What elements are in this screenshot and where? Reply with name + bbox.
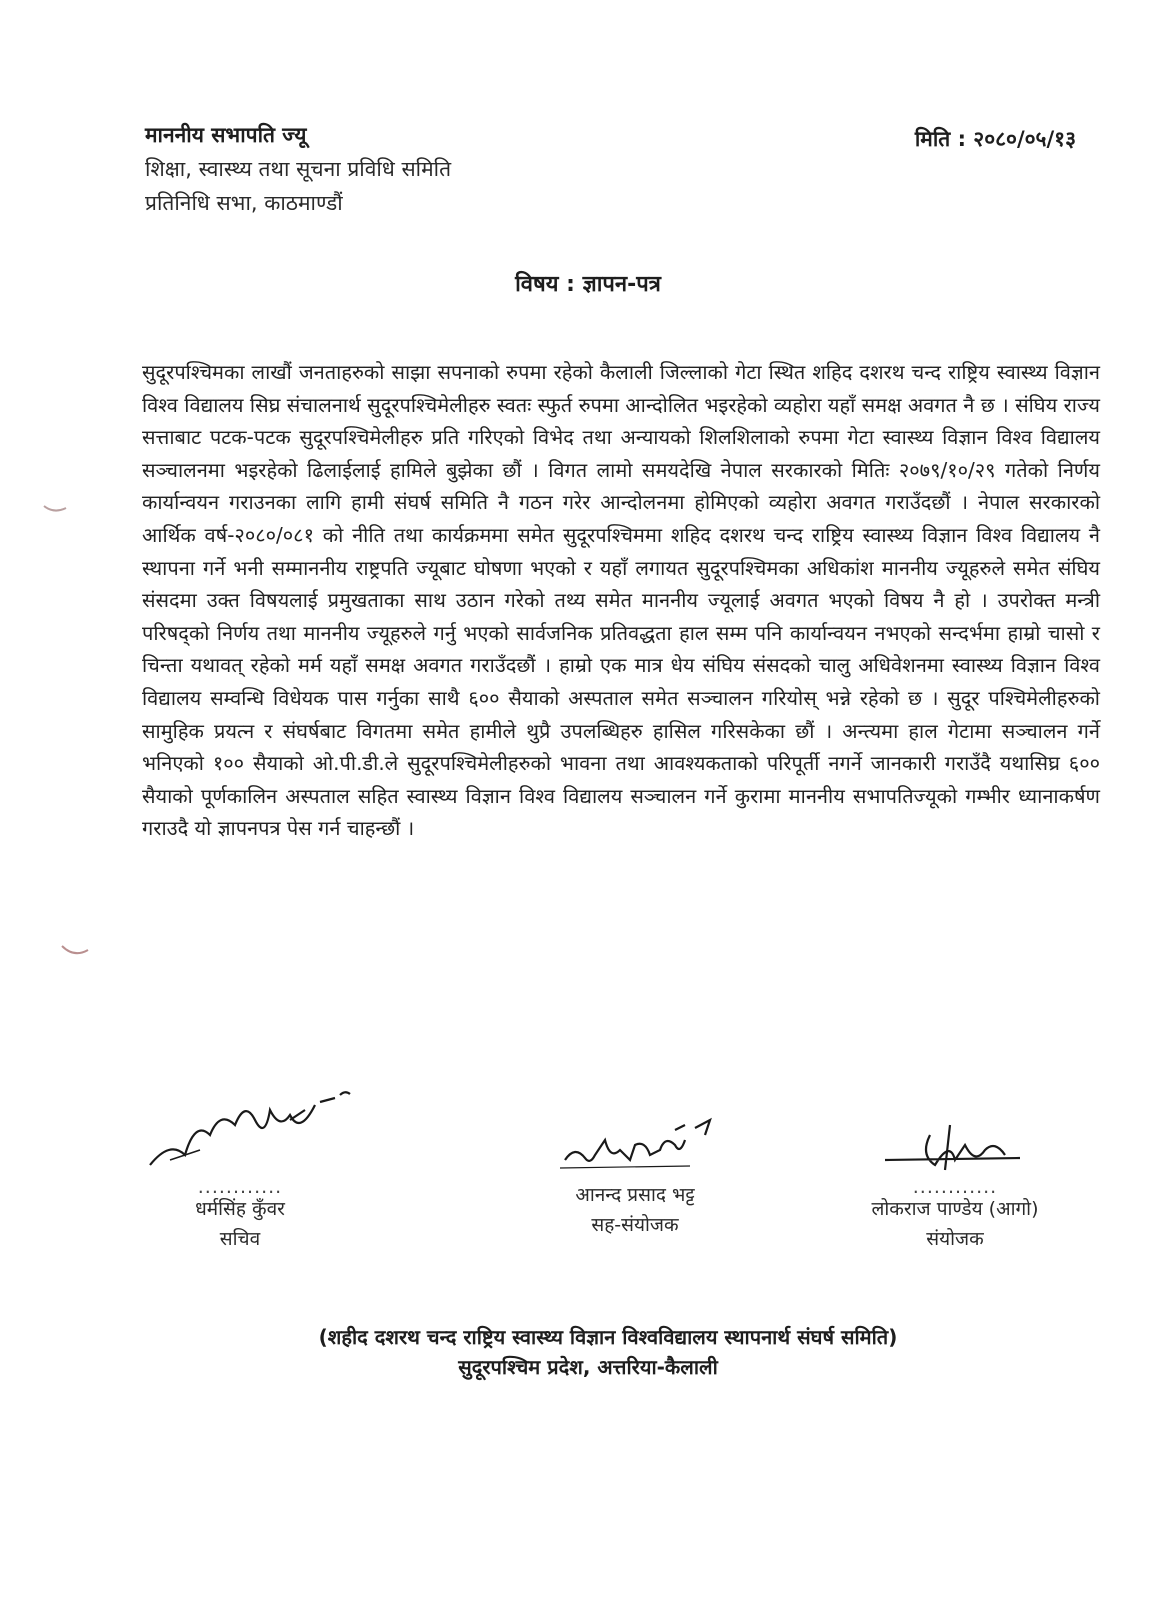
page-mark-icon <box>40 500 70 520</box>
signature-line: ............ <box>197 1176 283 1198</box>
letter-date: मिति : २०८०/०५/१३ <box>914 127 1076 151</box>
signatory-coordinator <box>830 1120 1080 1254</box>
signatory-role: सह-संयोजक <box>591 1214 679 1236</box>
signature-icon <box>140 1080 360 1180</box>
signature-icon <box>855 1120 1055 1180</box>
signatory-role: सचिव <box>219 1228 261 1250</box>
addressee-committee: शिक्षा, स्वास्थ्य तथा सूचना प्रविधि समिति <box>145 157 452 181</box>
letter-subject: विषय : ज्ञापन-पत्र <box>515 272 661 297</box>
signatory-role: संयोजक <box>926 1228 984 1250</box>
signature-icon <box>535 1110 735 1180</box>
signatory-name: लोकराज पाण्डेय (आगो) <box>871 1198 1039 1220</box>
page-mark-icon <box>58 940 92 962</box>
letter-body: सुदूरपश्चिमका लाखौं जनताहरुको साझा सपनाको रुपमा रहेको कैलाली जिल्लाको गेटा स्थित शहिद दशरथ चन्द राष्ट्रिय स्वास्थ्य विज्ञान विश्व विद्यालय सिघ्र संचालनार्थ सुदूरपश्चिमेलीहरु स्वतः स्फुर्त रुपमा आन्दोलित भइरहेको व्यहोरा यहाँ समक्ष अवगत नै छ । संघिय राज्य सत्ताबाट पटक-पटक सुदूरपश्चिमेलीहरु प्रति गरिएको विभेद तथा अन्यायको शिलशिलाको रुपमा गेटा स्वास्थ्य विज्ञान विश्व विद्यालय सञ्चालनमा भइरहेको ढिलाईलाई हामिले बुझेका छौं । विगत लामो समयदेखि नेपाल सरकारको मितिः २०७९/१०/२९ गतेको निर्णय कार्यान्वयन गराउनका लागि हामी संघर्ष समिति नै गठन गरेर आन्दोलनमा होमिएको व्यहोरा अवगत गराउँदछौं । नेपाल सरकारको आर्थिक वर्ष-२०८०/०८१ को नीति तथा कार्यक्रममा समेत सुदूरपश्चिममा शहिद दशरथ चन्द राष्ट्रिय स्वास्थ्य विज्ञान विश्व विद्यालय नै स्थापना गर्ने भनी सम्माननीय राष्ट्रपति ज्यूबाट घोषणा भएको र यहाँ लगायत सुदूरपश्चिमका अधिकांश माननीय ज्यूहरुले समेत संघिय संसदमा उक्त विषयलाई प्रमुखताका साथ उठान गरेको तथ्य समेत माननीय ज्यूलाई अवगत भएको विषय नै हो । उपरोक्त मन्त्री परिषद्को निर्णय तथा माननीय ज्यूहरुले गर्नु भएको सार्वजनिक प्रतिवद्धता हाल सम्म पनि कार्यान्वयन नभएको सन्दर्भमा हाम्रो चासो र चिन्ता यथावत् रहेको मर्म यहाँ समक्ष अवगत गराउँदछौं । हाम्रो एक मात्र धेय संघिय संसदको चालु अधिवेशनमा स्वास्थ्य विज्ञान विश्व विद्यालय सम्वन्धि विधेयक पास गर्नुका साथै ६०० सैयाको अस्पताल समेत सञ्चालन गरियोस् भन्ने रहेको छ । सुदूर पश्चिमेलीहरुको सामुहिक प्रयत्न र संघर्षबाट विगतमा समेत हामीले थुप्रै उपलब्धिहरु हासिल गरिसकेका छौं । अन्त्यमा हाल गेटामा सञ्चालन गर्ने भनिएको १०० सैयाको ओ.पी.डी.ले सुदूरपश्चिमेलीहरुको भावना तथा आवश्यकताको परिपूर्ती नगर्ने जानकारी गराउँदै यथासिघ्र ६०० सैयाको पूर्णकालिन अस्पताल सहित स्वास्थ्य विज्ञान विश्व विद्यालय सञ्चालन गर्ने कुरामा माननीय सभापतिज्यूको गम्भीर ध्यानाकर्षण गराउदै यो ज्ञापनपत्र पेस गर्न चाहन्छौं । <box>142 360 1100 841</box>
addressee-block <box>145 118 705 220</box>
letter-footer <box>0 1322 1176 1382</box>
addressee-house: प्रतिनिधि सभा, काठमाण्डौं <box>145 191 343 215</box>
signatory-co-coordinator <box>530 1110 740 1240</box>
signatory-name: धर्मसिंह कुँवर <box>195 1198 285 1220</box>
footer-location: सुदूरपश्चिम प्रदेश, अत्तरिया-कैलाली <box>458 1355 718 1379</box>
signatory-name: आनन्द प्रसाद भट्ट <box>575 1184 695 1206</box>
addressee-title: माननीय सभापति ज्यू <box>145 123 307 147</box>
signature-line: ............ <box>912 1176 998 1198</box>
signatory-secretary <box>150 1080 330 1254</box>
footer-committee-name: (शहीद दशरथ चन्द राष्ट्रिय स्वास्थ्य विज्ञान विश्वविद्यालय स्थापनार्थ संघर्ष समिति) <box>318 1325 898 1349</box>
